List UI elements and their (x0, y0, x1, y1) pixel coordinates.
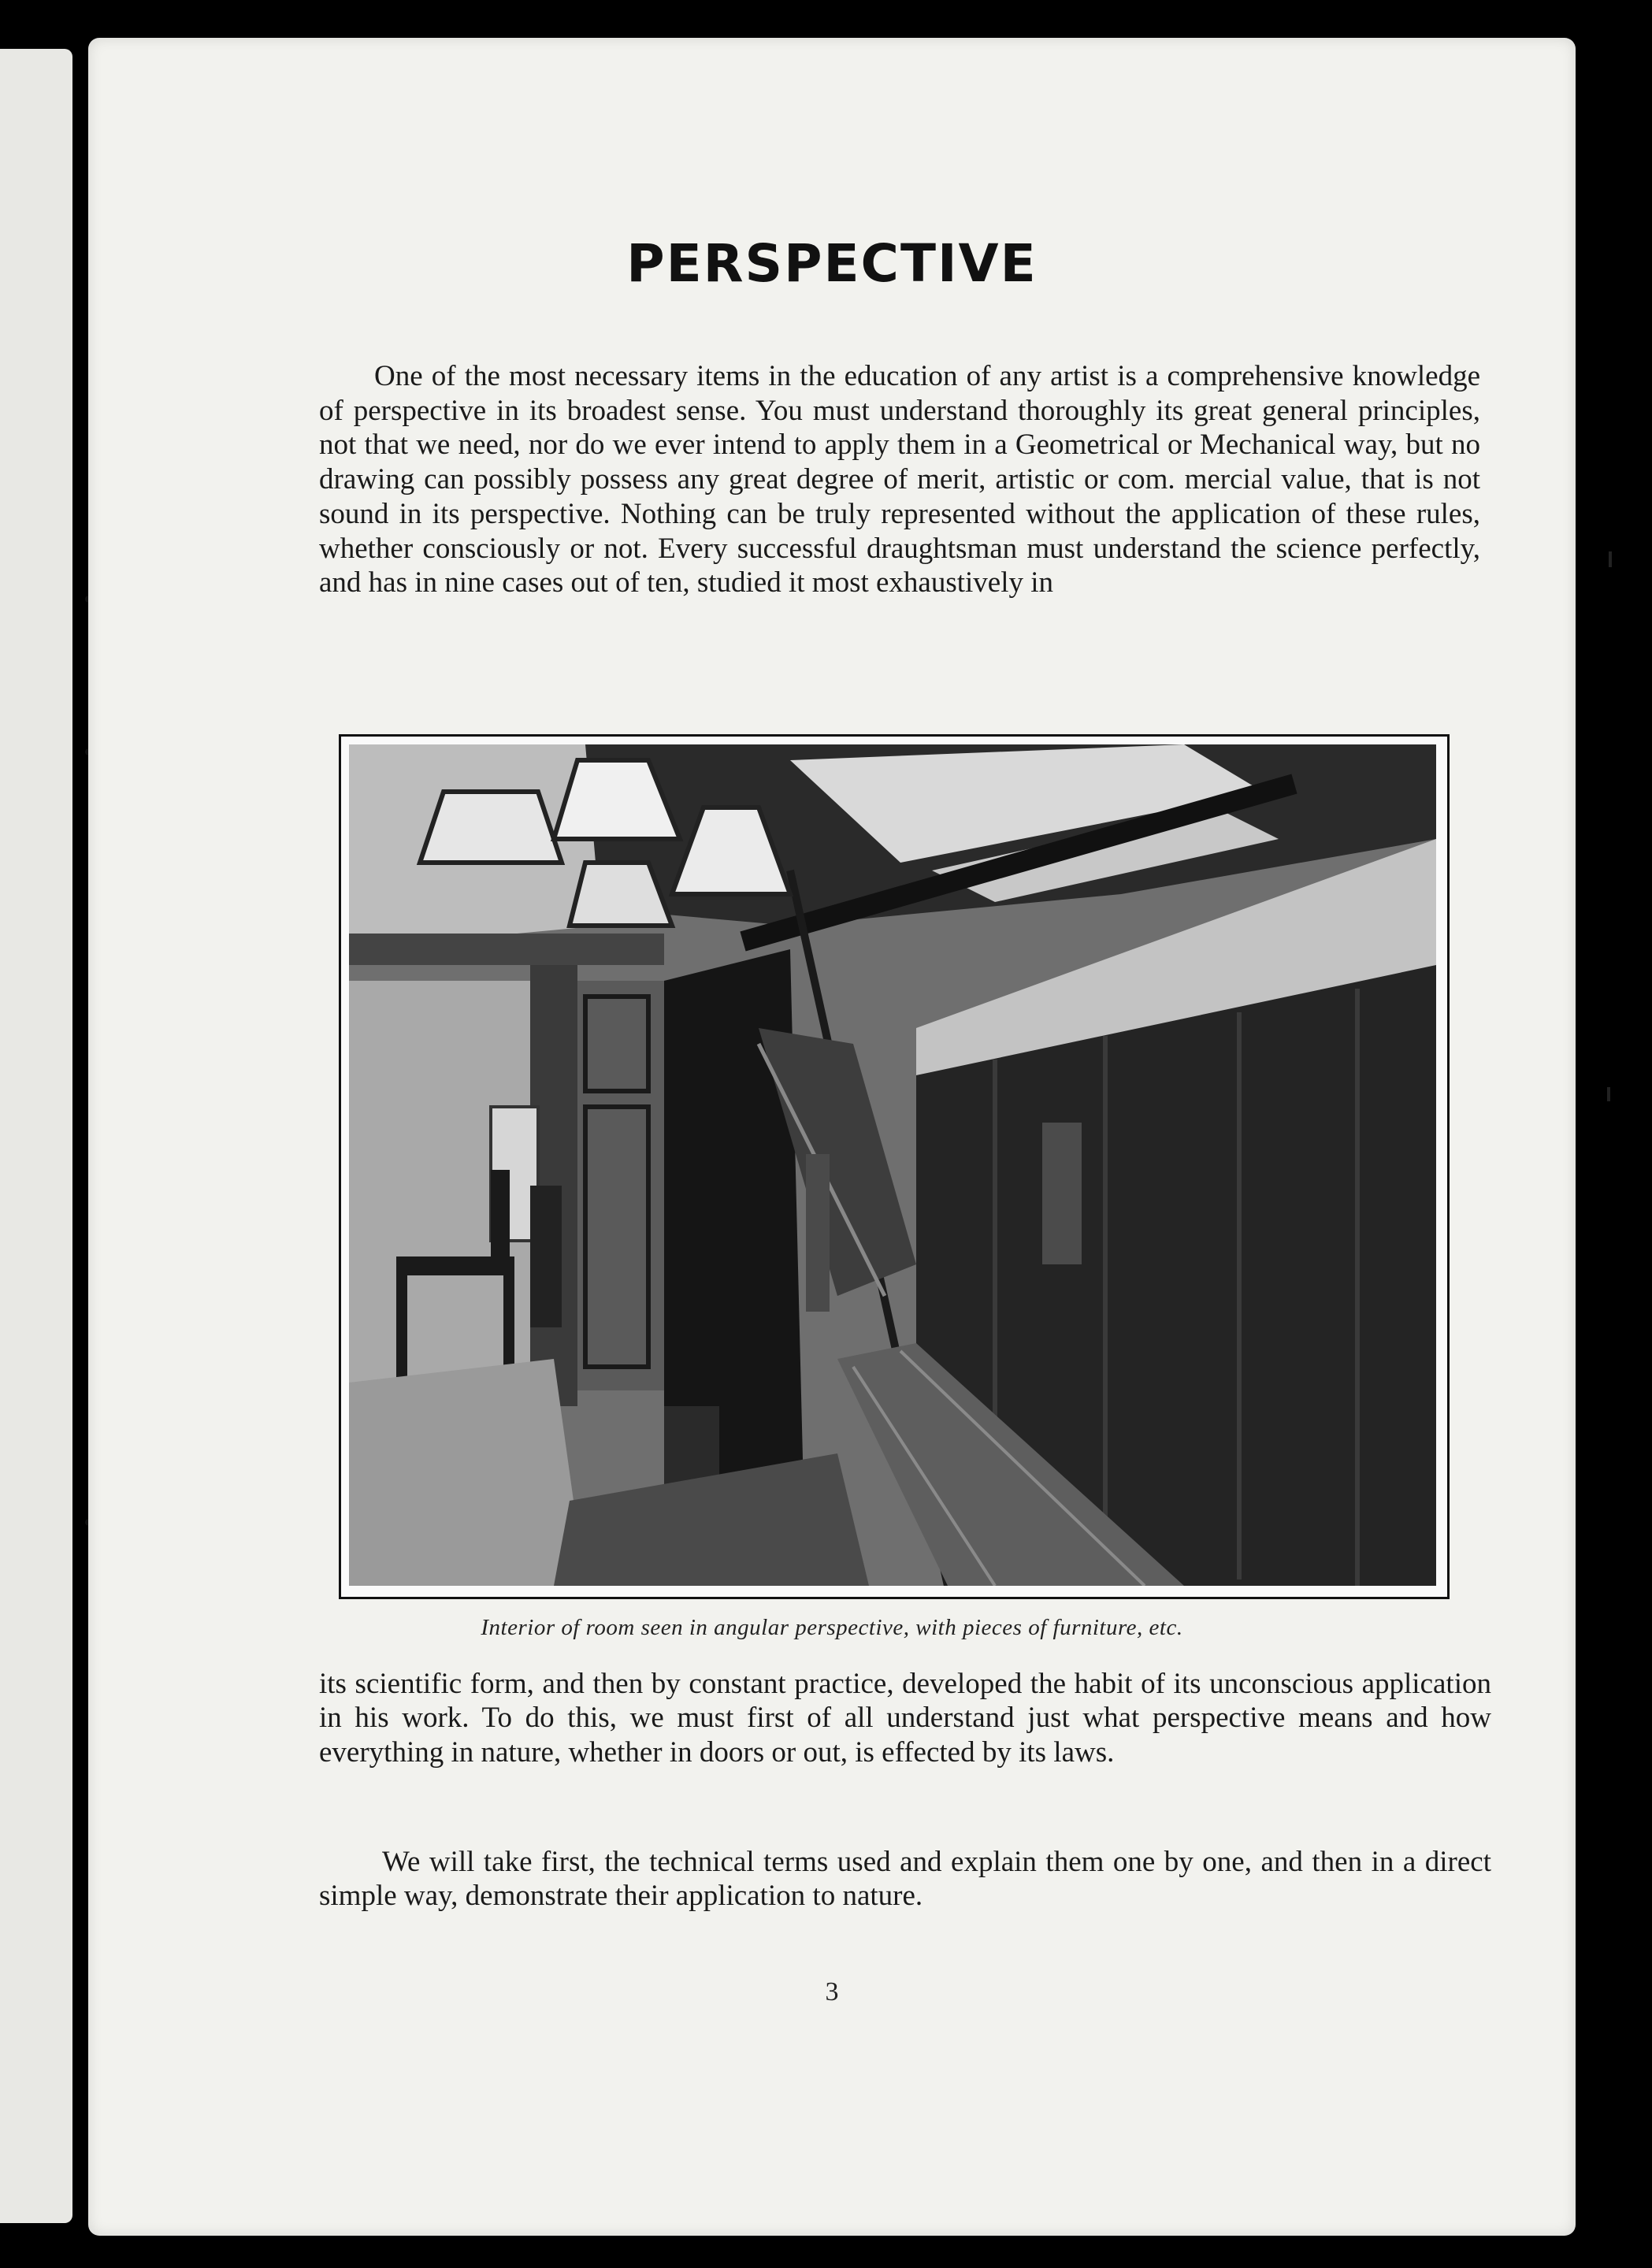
body-paragraph: its scientific form, and then by constant practice, developed the habit of its unconscious application in his work. To do this, we must first of all understand just what perspective means and how everything in nature, whether in doors or out, is effected by its laws. (319, 1668, 1491, 1769)
page-number: 3 (825, 1977, 839, 2006)
interior-photograph (339, 734, 1450, 1599)
facing-page-edge (0, 49, 72, 2223)
body-paragraph: We will take first, the technical terms used and explain them one by one, and then in a direct simple way, demonstrate their application to nature. (319, 1846, 1491, 1912)
figure-caption: Interior of room seen in angular perspective, with pieces of furniture, etc. (481, 1615, 1183, 1640)
book-page (88, 38, 1576, 2236)
margin-mark (1607, 1087, 1610, 1101)
intro-paragraph: One of the most necessary items in the education of any artist is a comprehensive knowledge of perspective in its broadest sense. You must understand thoroughly its great general principles, not that we need, nor do we ever intend to apply them in a Geometrical or Mechanical way, but no drawing can possibly possess any great degree of merit, artistic or com. mercial value, that is not sound in its perspective. Nothing can be truly represented without the application of these rules, whether consciously or not. Every successful draughtsman must understand the science perfectly, and has in nine cases out of ten, studied it most exhaustively in (319, 360, 1480, 599)
margin-mark (1609, 551, 1612, 567)
page-title: PERSPECTIVE (626, 233, 1038, 294)
